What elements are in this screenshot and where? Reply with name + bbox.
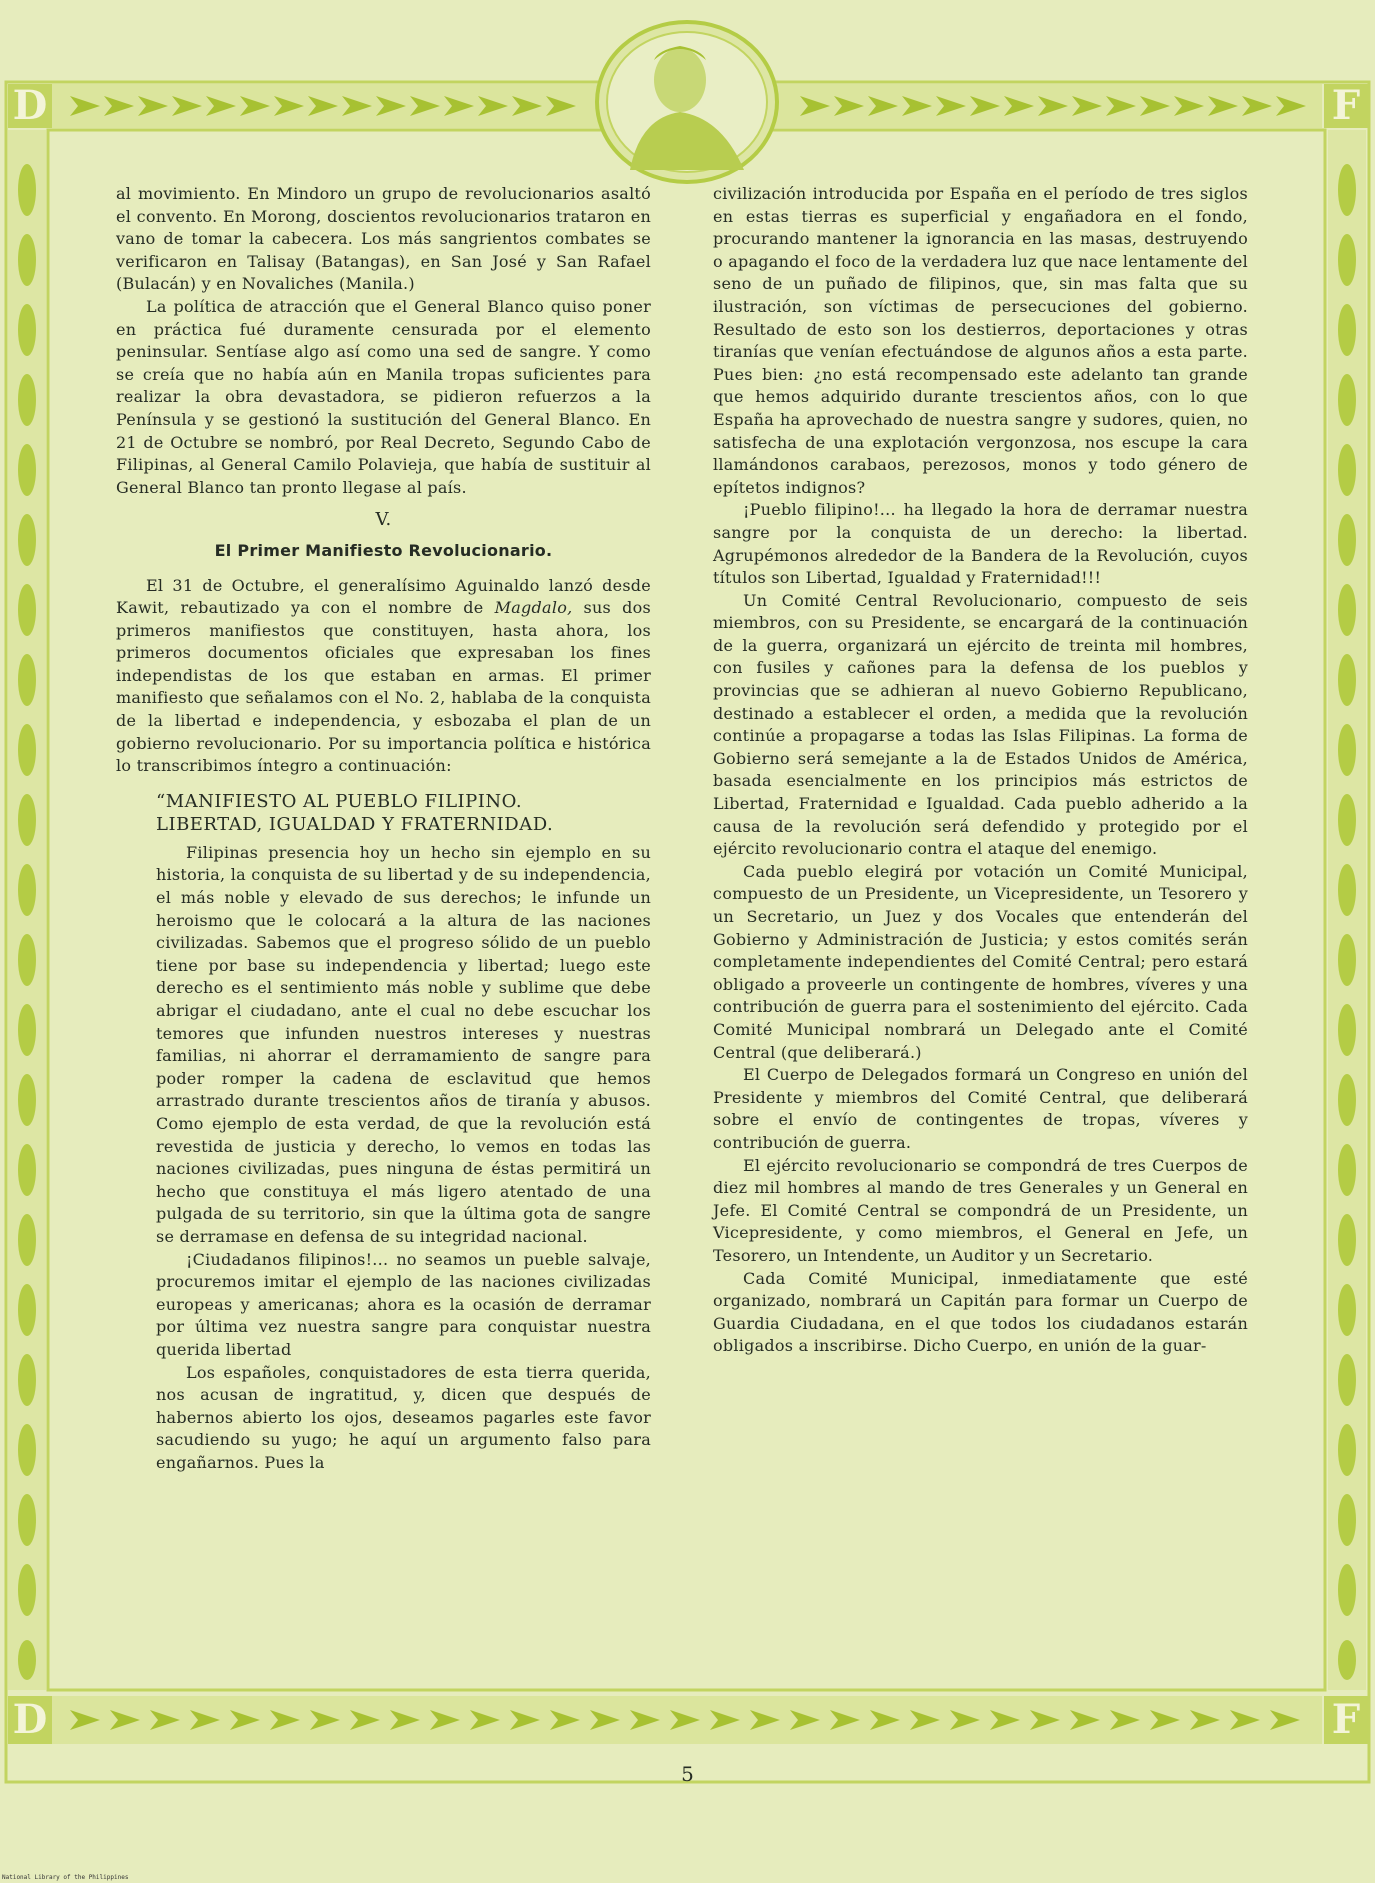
portrait-medallion-icon <box>597 22 777 182</box>
paragraph <box>116 575 651 778</box>
corner-letter-bottom-left: D <box>12 1696 48 1743</box>
paragraph: Un Comité Central Revolucionario, compuesto de seis miembros, con su Presidente, se encargará de la continuación de la guerra, organizará un ejército de treinta mil hombres, con fusiles y cañones para la defensa de los pueblos y provincias que se adhieran al nuevo Gobierno Republicano, destinado a establecer el orden, a medida que la revolución continúe a propagarse a todas las Islas Filipinas. La forma de Gobierno será semejante a la de Estados Unidos de América, basada esencialmente en los principios más estrictos de Libertad, Fraternidad e Igualdad. Cada pueblo adherido a la causa de la revolución será defendido y protegido por el ejército revolucionario contra el ataque del enemigo. <box>713 590 1248 859</box>
paragraph: Cada Comité Municipal, inmediatamente que esté organizado, nombrará un Capitán para formar un Cuerpo de Guardia Ciudadana, en el que todos los ciudadanos estarán obligados a inscribirse. Dicho Cuerpo, en unión de la guar- <box>713 1268 1248 1356</box>
corner-letter-bottom-right: F <box>1331 1696 1361 1743</box>
section-title: El Primer Manifiesto Revolucionario. <box>214 540 553 560</box>
quoted-paragraph: Filipinas presencia hoy un hecho sin ejemplo en su historia, la conquista de su libertad y de su independencia, el más noble y elevado de sus derechos; le infunde un heroismo que le colocará a la altura de las naciones civilizadas. Sabemos que el progreso sólido de un pueblo tiene por base su independencia y libertad; luego este derecho es el sentimiento más noble y sublime que debe abrigar el ciudadano, ante el cual no debe escuchar los temores que infunden nuestros intereses y nuestras familias, ni ahorrar el derramamiento de sangre para poder romper la cadena de esclavitud que hemos arrastrado durante trescientos años de tiranía y abusos. Como ejemplo de esta verdad, de que la revolución está revestida de justicia y derecho, lo vemos en todas las naciones civilizadas, pues ninguna de éstas permitirá un hecho que constituya el más ligero atentado de una pulgada de su territorio, sin que la última gota de sangre se derramase en defensa de su integridad nacional. <box>156 842 651 1246</box>
paragraph: civilización introducida por España en el período de tres siglos en estas tierras es superficial y engañadora en el fondo, procurando mantener la ignorancia en las masas, destruyendo o apagando el foco de la verdadera luz que nace lentamente del seno de un puñado de filipinos, que, sin mas falta que su ilustración, son víctimas de persecuciones del gobierno. Resultado de esto son los destierros, deportaciones y otras tiranías que venían efectuándose de algunos años a esta parte. Pues bien: ¿no está recompensado este adelanto tan grande que hemos adquirido durante trescientos años, con lo que España ha aprovechado de nuestra sangre y sudores, quien, no satisfecha de una explotación vergonzosa, nos escupe la cara llamándonos carabaos, perezosos, monos y todo género de epítetos indignos? <box>713 184 1248 497</box>
paragraph: ¡Pueblo filipino!... ha llegado la hora de derramar nuestra sangre por la conquista de un derecho: la libertad. Agrupémonos alrededor de la Bandera de la Revolución, cuyos títulos son Libertad, Igualdad y Fraternidad!!! <box>713 500 1248 588</box>
right-column <box>713 183 1248 1358</box>
left-column <box>116 183 651 1474</box>
paragraph: El ejército revolucionario se compondrá de tres Cuerpos de diez mil hombres al mando de tres Generales y un General en Jefe. El Comité Central se compondrá de un Presidente, un Vicepresidente, y como miembros, el General en Jefe, un Tesorero, un Intendente, un Auditor y un Secretario. <box>713 1155 1248 1265</box>
section-number: V. <box>375 509 392 531</box>
paragraph: El Cuerpo de Delegados formará un Congreso en unión del Presidente y miembros del Comité Central, que deliberará sobre el envío de contingentes de tropas, víveres y contribución de guerra. <box>713 1065 1248 1152</box>
corner-letter-top-right: F <box>1331 82 1361 129</box>
page-number: 5 <box>681 1762 694 1786</box>
manifesto-title-line: “MANIFIESTO AL PUEBLO FILIPINO. <box>156 790 523 812</box>
paragraph-text: sus dos primeros manifiestos que constituyen, hasta ahora, los primeros documentos oficiales que expresaban los fines independistas de los que estaban en armas. El primer manifiesto que señalamos con el No. 2, hablaba de la conquista de la libertad e independencia, y esbozaba el plan de un gobierno revolucionario. Por su importancia política e histórica lo transcribimos íntegro a continuación: <box>116 598 651 776</box>
manifesto-title <box>116 790 651 836</box>
manifesto-title-line: LIBERTAD, IGUALDAD Y FRATERNIDAD. <box>156 813 554 835</box>
quoted-paragraph: Los españoles, conquistadores de esta tierra querida, nos acusan de ingratitud, y, dicen que después de habernos abierto los ojos, deseamos pagarles este favor sacudiendo su yugo; he aquí un argumento falso para engañarnos. Pues la <box>156 1362 651 1472</box>
paragraph: al movimiento. En Mindoro un grupo de revolucionarios asaltó el convento. En Morong, doscientos revolucionarios trataron en vano de tomar la cabecera. Los más sangrientos combates se verificaron en Talisay (Batangas), en San José y San Rafael (Bulacán) y en Novaliches (Manila.) <box>116 184 651 294</box>
paragraph-text: El 31 de Octubre, el generalísimo Aguinaldo lanzó desde Kawit, rebautizado ya con el nombre de <box>116 575 651 618</box>
paragraph: La política de atracción que el General Blanco quiso poner en práctica fué duramente censurada por el elemento peninsular. Sentíase algo así como una sed de sangre. Y como se creía que no había aún en Manila tropas suficientes para realizar la obra devastadora, se pidieron refuerzos a la Península y se gestionó la sustitución del General Blanco. En 21 de Octubre se nombró, por Real Decreto, Segundo Cabo de Filipinas, al General Camilo Polavieja, que había de sustituir al General Blanco tan pronto llegase al país. <box>116 296 651 497</box>
footer-attribution: National Library of the Philippines <box>2 1874 129 1881</box>
quoted-paragraph: ¡Ciudadanos filipinos!... no seamos un pueble salvaje, procuremos imitar el ejemplo de las naciones civilizadas europeas y americanas; ahora es la ocasión de derramar por última vez nuestra sangre para conquistar nuestra querida libertad <box>156 1249 651 1359</box>
corner-letter-top-left: D <box>12 82 48 129</box>
paragraph: Cada pueblo elegirá por votación un Comité Municipal, compuesto de un Presidente, un Vicepresidente, un Tesorero y un Secretario, un Juez y dos Vocales que entenderán del Gobierno y Administración de Justicia; y estos comités serán completamente independientes del Comité Central; pero estará obligado a proveerle un contingente de hombres, víveres y una contribución de guerra para el sostenimiento del ejército. Cada Comité Municipal nombrará un Delegado ante el Comité Central (que deliberará.) <box>713 861 1248 1062</box>
italic-place-name: Magdalo, <box>494 598 573 618</box>
